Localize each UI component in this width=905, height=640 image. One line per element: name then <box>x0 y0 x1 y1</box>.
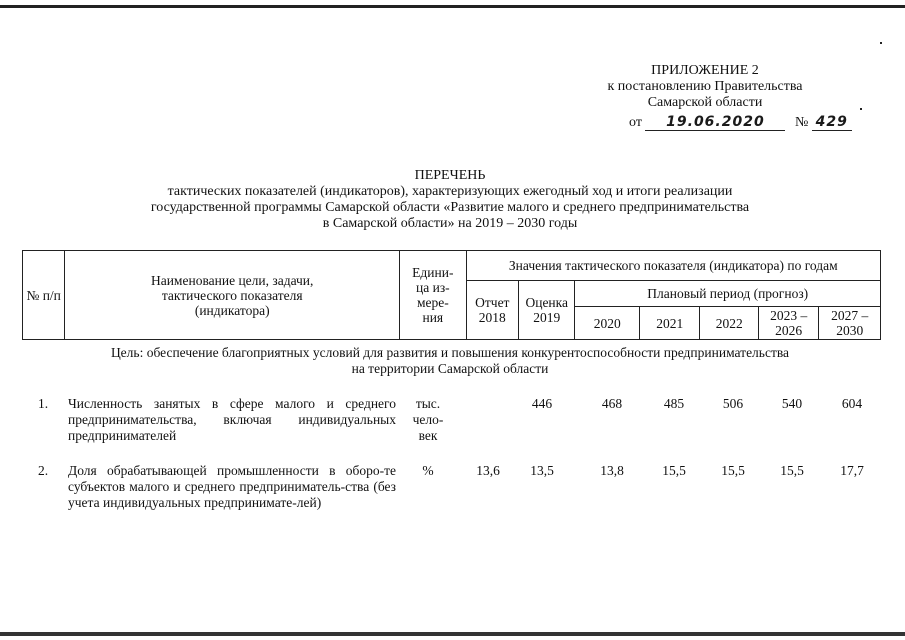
scan-speck <box>860 108 862 110</box>
row-name: Численность занятых в сфере малого и среднего предпринимательства, включая индивидуальных предпринимателей <box>68 396 396 443</box>
row-unit: % <box>422 463 434 478</box>
row-value-2022: 15,5 <box>721 463 745 478</box>
header-num: № п/п <box>23 251 65 340</box>
row-value-estimate: 13,5 <box>530 463 554 478</box>
row-value-estimate: 446 <box>531 396 553 411</box>
decree-line <box>629 114 859 131</box>
appendix-line-1: к постановлению Правительства <box>607 79 803 94</box>
header-year-2020: 2020 <box>575 307 640 340</box>
scan-edge-bottom <box>0 632 905 636</box>
decree-from-label: от <box>629 115 642 130</box>
header-estimate: Оценка 2019 <box>519 281 575 340</box>
row-value-2027-2030: 604 <box>841 396 863 411</box>
header-values-group: Значения тактического показателя (индикатора) по годам <box>466 251 880 281</box>
scan-speck <box>880 42 882 44</box>
row-value-2027-2030: 17,7 <box>840 463 864 478</box>
title-line-3: в Самарской области» на 2019 – 2030 годы <box>322 216 578 231</box>
decree-number-label: № <box>794 115 809 130</box>
header-year-2022: 2022 <box>700 307 758 340</box>
header-plan-group: Плановый период (прогноз) <box>575 281 881 307</box>
row-value-2020: 468 <box>601 396 623 411</box>
appendix-block <box>590 63 820 111</box>
goal-line-1: Цель: обеспечение благоприятных условий для развития и повышения конкурентоспособности предпринимательства <box>110 345 790 360</box>
header-name: Наименование цели, задачи, тактического показателя (индикатора) <box>65 251 400 340</box>
title-line-2: государственной программы Самарской области «Развитие малого и среднего предпринимательства <box>150 200 750 215</box>
row-name: Доля обрабатывающей промышленности в оборо-те субъектов малого и среднего предприниматель-ства (без учета индивидуальных предпринимате-лей) <box>68 463 396 510</box>
row-value-2023-2026: 540 <box>781 396 803 411</box>
indicator-table-header <box>22 250 881 340</box>
decree-date: 19.06.2020 <box>645 114 785 131</box>
header-unit: Едини-ца из-мере-ния <box>400 251 467 340</box>
title-main: ПЕРЕЧЕНЬ <box>414 168 486 183</box>
appendix-title: ПРИЛОЖЕНИЕ 2 <box>651 63 759 78</box>
appendix-line-2: Самарской области <box>647 95 763 110</box>
row-value-2021: 485 <box>663 396 685 411</box>
row-num: 2. <box>37 463 49 478</box>
goal-text <box>40 345 860 377</box>
title-line-1: тактических показателей (индикаторов), характеризующих ежегодный ход и итоги реализации <box>167 184 733 199</box>
header-report: Отчет 2018 <box>466 281 518 340</box>
decree-number: 429 <box>812 114 852 131</box>
row-value-report: 13,6 <box>476 463 500 478</box>
header-year-2021: 2021 <box>639 307 699 340</box>
row-unit: тыс. чело-век <box>412 396 444 443</box>
row-value-2023-2026: 15,5 <box>780 463 804 478</box>
row-value-2021: 15,5 <box>662 463 686 478</box>
scan-edge-top <box>0 5 905 8</box>
row-num: 1. <box>37 396 49 411</box>
header-year-2027-2030: 2027 – 2030 <box>819 307 881 340</box>
header-year-2023-2026: 2023 – 2026 <box>758 307 818 340</box>
row-value-2022: 506 <box>722 396 744 411</box>
goal-line-2: на территории Самарской области <box>351 361 549 376</box>
document-title <box>100 168 800 232</box>
row-value-2020: 13,8 <box>600 463 624 478</box>
